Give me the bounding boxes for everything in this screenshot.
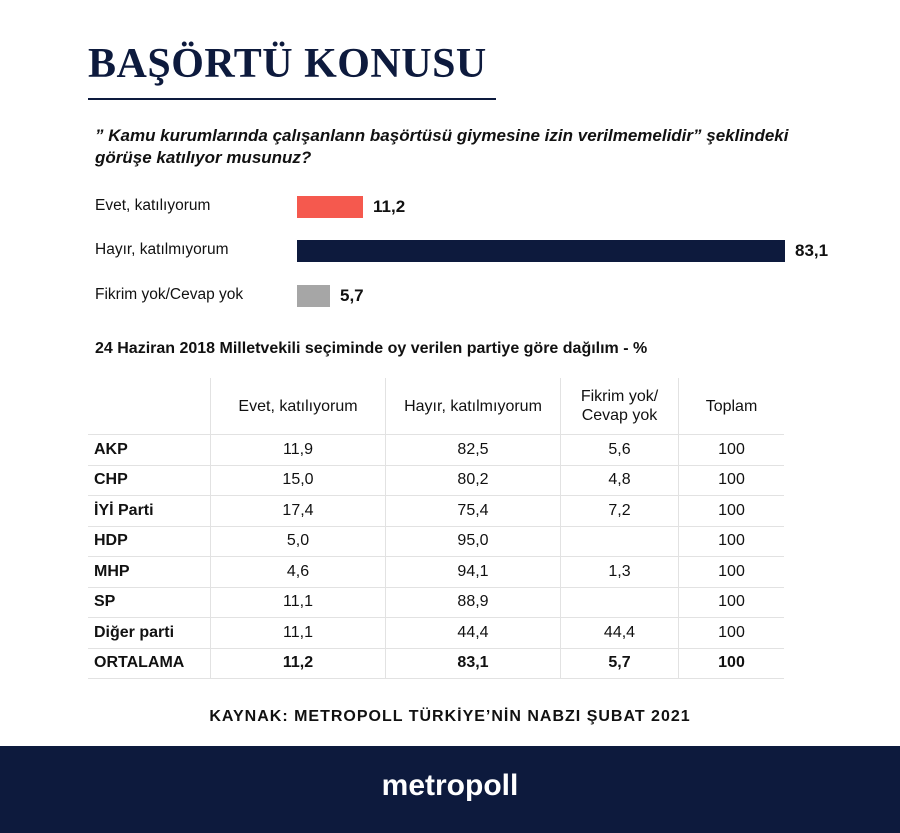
- bar-value-evet: 11,2: [373, 197, 406, 216]
- table-cell: 17,4: [211, 496, 386, 527]
- table-cell: 100: [679, 526, 785, 557]
- table-cell: 100: [679, 557, 785, 588]
- bar-fikrim-yok: [297, 285, 330, 307]
- header-toplam: Toplam: [679, 378, 785, 435]
- bar-label-hayir: Hayır, katılmıyorum: [95, 241, 229, 258]
- table-cell: 11,1: [211, 587, 386, 618]
- table-cell: 83,1: [386, 648, 561, 679]
- header-hayir: Hayır, katılmıyorum: [386, 378, 561, 435]
- table-cell: 100: [679, 496, 785, 527]
- table-cell: [561, 526, 679, 557]
- table-cell: 5,7: [561, 648, 679, 679]
- table-row: [88, 587, 784, 618]
- table-cell: 44,4: [386, 618, 561, 649]
- table-cell: 11,2: [211, 648, 386, 679]
- party-name: HDP: [88, 526, 211, 557]
- bar-value-hayir: 83,1: [795, 241, 829, 260]
- table-cell: 11,1: [211, 618, 386, 649]
- header-fikrim-yok: Fikrim yok/ Cevap yok: [561, 378, 679, 435]
- source-note: KAYNAK: METROPOLL TÜRKİYE’NİN NABZI ŞUBAT 2021: [209, 708, 691, 725]
- table-cell: 11,9: [211, 435, 386, 466]
- table-cell: 95,0: [386, 526, 561, 557]
- table-cell: 5,6: [561, 435, 679, 466]
- bar-evet: [297, 196, 363, 218]
- table-cell: 4,6: [211, 557, 386, 588]
- table-row: [88, 496, 784, 527]
- table-row: [88, 557, 784, 588]
- brand-logo: metropoll: [381, 769, 519, 802]
- table-cell: 4,8: [561, 465, 679, 496]
- party-name: İYİ Parti: [88, 496, 211, 527]
- party-name: Diğer parti: [88, 618, 211, 649]
- table-cell: 100: [679, 587, 785, 618]
- header-evet: Evet, katılıyorum: [211, 378, 386, 435]
- table-cell: 44,4: [561, 618, 679, 649]
- bar-label-fikrim-yok: Fikrim yok/Cevap yok: [95, 286, 244, 303]
- party-name: AKP: [88, 435, 211, 466]
- table-header-row: [88, 378, 784, 435]
- table-title: 24 Haziran 2018 Milletvekili seçiminde oy verilen partiye göre dağılım - %: [95, 340, 648, 357]
- table-row: [88, 435, 784, 466]
- table-row: [88, 465, 784, 496]
- table-cell: 80,2: [386, 465, 561, 496]
- table-cell: 100: [679, 648, 785, 679]
- table-cell: 82,5: [386, 435, 561, 466]
- table-cell: 75,4: [386, 496, 561, 527]
- party-breakdown-table: [88, 378, 784, 679]
- table-cell: 100: [679, 435, 785, 466]
- party-name: CHP: [88, 465, 211, 496]
- table-cell: 88,9: [386, 587, 561, 618]
- header-party: [88, 378, 211, 435]
- table-row: [88, 618, 784, 649]
- survey-question: ” Kamu kurumlarında çalışanlann başörtüsü giymesine izin verilmemelidir” şeklindeki görüşe katılıyor musunuz?: [95, 126, 789, 167]
- bar-label-evet: Evet, katılıyorum: [95, 197, 211, 214]
- table-cell: 7,2: [561, 496, 679, 527]
- bar-value-fikrim-yok: 5,7: [340, 286, 364, 305]
- table-cell: [561, 587, 679, 618]
- table-row: [88, 648, 784, 679]
- table-cell: 1,3: [561, 557, 679, 588]
- table-row: [88, 526, 784, 557]
- table-cell: 100: [679, 618, 785, 649]
- page-title: BAŞÖRTÜ KONUSU: [88, 41, 487, 87]
- table-cell: 94,1: [386, 557, 561, 588]
- party-name: MHP: [88, 557, 211, 588]
- party-name: ORTALAMA: [88, 648, 211, 679]
- party-name: SP: [88, 587, 211, 618]
- table-cell: 100: [679, 465, 785, 496]
- table-cell: 5,0: [211, 526, 386, 557]
- bar-hayir: [297, 240, 785, 262]
- table-cell: 15,0: [211, 465, 386, 496]
- title-underline: [88, 98, 496, 100]
